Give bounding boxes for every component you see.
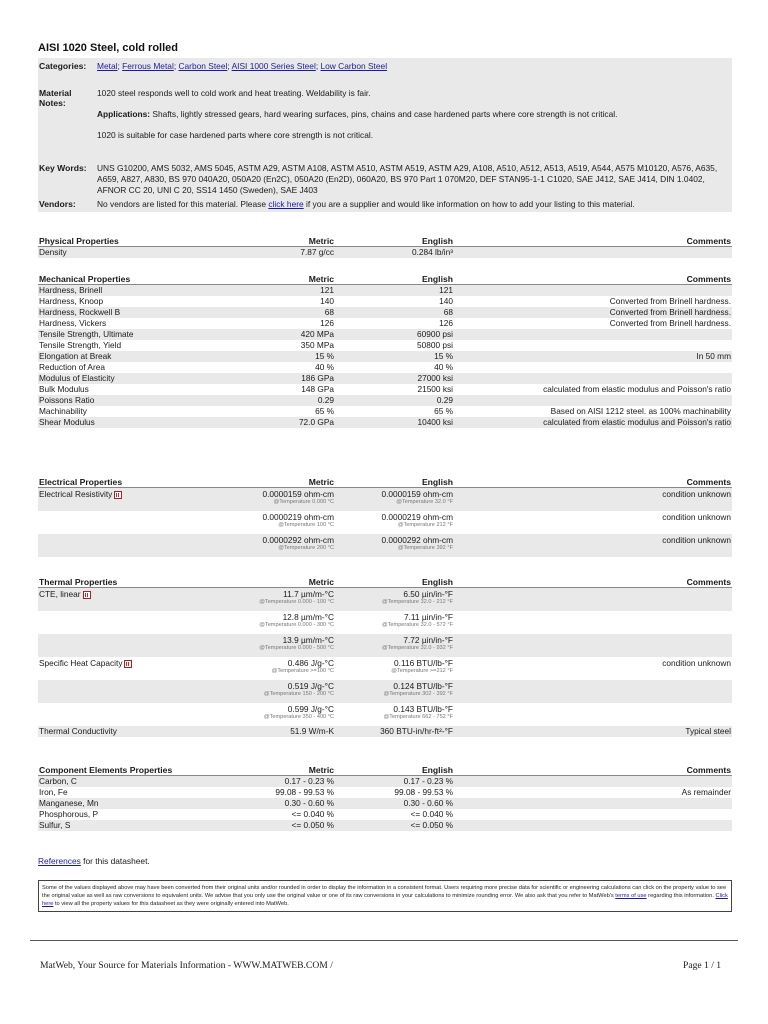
- table-row: [38, 809, 732, 820]
- metric-condition: @Temperature 0.000 °C: [273, 499, 334, 505]
- property-name-text: Density: [39, 247, 67, 257]
- property-name-text: Specific Heat Capacity: [39, 658, 123, 668]
- disclaimer-text-2: regarding this information.: [646, 893, 716, 899]
- english-condition: @Temperature 32.0 - 932 °F: [381, 645, 453, 651]
- metric-condition: @Temperature 0.000 - 300 °C: [259, 622, 334, 628]
- footer-divider: [30, 940, 738, 941]
- metric-value[interactable]: [239, 395, 334, 405]
- property-name-text: Hardness, Knoop: [39, 296, 104, 306]
- metric-value[interactable]: [239, 489, 334, 505]
- english-value[interactable]: [334, 406, 453, 416]
- english-value[interactable]: [334, 351, 453, 361]
- metric-header: Metric: [308, 577, 334, 587]
- datasheet-title: AISI 1020 Steel, cold rolled: [38, 42, 178, 54]
- english-value-text: 7.11 µin/in-°F: [404, 612, 453, 622]
- metric-value[interactable]: [239, 384, 334, 394]
- property-comment: calculated from elastic modulus and Poisson's ratio: [543, 417, 731, 427]
- metric-value-text: 0.486 J/g-°C: [287, 658, 334, 668]
- property-name: [38, 285, 239, 295]
- english-value-text: 0.0000292 ohm-cm: [381, 535, 453, 545]
- property-name-text: Thermal Conductivity: [39, 726, 117, 736]
- metric-value[interactable]: [239, 681, 334, 697]
- table-row: [38, 340, 732, 351]
- property-name-text: Reduction of Area: [39, 362, 105, 372]
- property-name: [38, 318, 239, 328]
- property-name: [38, 658, 239, 668]
- metric-value[interactable]: [239, 787, 334, 797]
- keywords-text: UNS G10200, AMS 5032, AMS 5045, ASTM A29, ASTM A108, ASTM A510, ASTM A519, ASTM A29, A108, A510, A512, A513, A519, A544, A575 M10120, A576, A635, A659, A827, A830, BS 970 040A20, 050A20 (En2C), 050A20 (En2D), 060A20, BS 970 Part 1 070M20, DEF STAN95-1-1 C1020, SAE J412, SAE J414, DIN 1.0402, AFNOR CC 20, UNI C 20, SS14 1450 (Sweden), SAE J403: [97, 163, 718, 195]
- property-name: [38, 726, 239, 736]
- property-name: [38, 296, 239, 306]
- english-value[interactable]: [334, 658, 453, 674]
- thermal-rows: [38, 588, 732, 737]
- english-value[interactable]: [334, 362, 453, 372]
- english-value-text: 21500 ksi: [417, 384, 453, 394]
- english-value[interactable]: [334, 329, 453, 339]
- metric-value-text: 126: [320, 318, 334, 328]
- property-name: [38, 247, 239, 257]
- category-link-aisi1000[interactable]: AISI 1000 Series Steel: [231, 61, 316, 71]
- english-value[interactable]: [334, 384, 453, 394]
- property-name-text: Hardness, Vickers: [39, 318, 107, 328]
- table-row: [38, 318, 732, 329]
- metric-value[interactable]: [239, 373, 334, 383]
- property-name: [38, 776, 239, 786]
- property-name-text: Machinability: [39, 406, 87, 416]
- thermal-header: [38, 575, 732, 588]
- english-value-text: 6.50 µin/in-°F: [403, 589, 453, 599]
- references-link[interactable]: References: [38, 856, 81, 866]
- metric-value[interactable]: [239, 351, 334, 361]
- property-name-text: Phosphorous, P: [39, 809, 99, 819]
- english-value-text: 140: [439, 296, 453, 306]
- english-value-text: 60900 psi: [417, 329, 453, 339]
- electrical-properties-table: [38, 475, 732, 557]
- table-row: [38, 820, 732, 831]
- english-value-text: 0.30 - 0.60 %: [403, 798, 453, 808]
- metric-value-text: 99.08 - 99.53 %: [275, 787, 334, 797]
- metric-condition: @Temperature 0.000 - 100 °C: [259, 599, 334, 605]
- metric-condition: @Temperature 350 - 400 °C: [263, 714, 334, 720]
- english-value[interactable]: [334, 318, 453, 328]
- property-name: [38, 820, 239, 830]
- property-name-text: Bulk Modulus: [39, 384, 89, 394]
- english-value[interactable]: [334, 589, 453, 605]
- comments-header: Comments: [686, 577, 731, 587]
- english-condition: @Temperature 212 °F: [397, 522, 453, 528]
- english-value-text: 360 BTU-in/hr-ft²-°F: [380, 726, 453, 736]
- english-value-text: 126: [439, 318, 453, 328]
- metric-value-text: 0.17 - 0.23 %: [284, 776, 334, 786]
- english-value[interactable]: [334, 296, 453, 306]
- notes-paragraph-1: 1020 steel responds well to cold work and heat treating. Weldability is fair.: [97, 88, 371, 98]
- english-value[interactable]: [334, 798, 453, 808]
- table-row: [38, 373, 732, 384]
- metric-value[interactable]: [239, 285, 334, 295]
- comments-header: Comments: [686, 477, 731, 487]
- english-value[interactable]: [334, 340, 453, 350]
- metric-value-text: 0.0000292 ohm-cm: [262, 535, 334, 545]
- property-name-text: Tensile Strength, Yield: [39, 340, 122, 350]
- english-value-text: 40 %: [434, 362, 453, 372]
- property-name: [38, 406, 239, 416]
- property-name-text: Manganese, Mn: [39, 798, 99, 808]
- footer-source: MatWeb, Your Source for Materials Information - WWW.MATWEB.COM /: [40, 960, 333, 971]
- property-name-text: CTE, linear: [39, 589, 81, 599]
- metric-condition: @Temperature 150 - 200 °C: [263, 691, 334, 697]
- disclaimer-click-here-link[interactable]: Click here: [42, 893, 728, 907]
- metric-value-text: 0.30 - 0.60 %: [284, 798, 334, 808]
- english-condition: @Temperature 302 - 392 °F: [383, 691, 453, 697]
- english-header: English: [421, 274, 453, 284]
- metric-value-text: 13.9 µm/m-°C: [282, 635, 334, 645]
- references-text: for this datasheet.: [80, 856, 150, 866]
- english-value[interactable]: [334, 307, 453, 317]
- table-row: [38, 417, 732, 428]
- metric-value[interactable]: [239, 417, 334, 427]
- metric-value[interactable]: [239, 658, 334, 674]
- metric-value-text: 72.0 GPa: [298, 417, 334, 427]
- metric-condition: @Temperature 200 °C: [278, 545, 334, 551]
- metric-value-text: 350 MPa: [300, 340, 334, 350]
- table-row: [38, 776, 732, 787]
- applications-label: Applications:: [97, 109, 151, 119]
- metric-value[interactable]: [239, 809, 334, 819]
- english-value[interactable]: [334, 489, 453, 505]
- english-header: English: [421, 236, 453, 246]
- metric-value-text: 65 %: [315, 406, 334, 416]
- metric-header: Metric: [308, 765, 334, 775]
- metric-value-text: <= 0.040 %: [291, 809, 334, 819]
- physical-rows: [38, 247, 732, 258]
- property-comment: condition unknown: [662, 658, 731, 668]
- property-comment: Typical steel: [685, 726, 731, 736]
- english-condition: @Temperature 32.0 °F: [396, 499, 453, 505]
- english-value-text: 68: [443, 307, 453, 317]
- property-name: [38, 395, 239, 405]
- table-row: [38, 588, 732, 611]
- terms-of-use-link[interactable]: terms of use: [615, 893, 647, 899]
- property-name-text: Hardness, Rockwell B: [39, 307, 121, 317]
- metric-value[interactable]: [239, 362, 334, 372]
- english-condition: @Temperature 392 °F: [397, 545, 453, 551]
- vendors-pre: No vendors are listed for this material. Please: [97, 199, 269, 209]
- table-row: [38, 247, 732, 258]
- property-name-text: Elongation at Break: [39, 351, 112, 361]
- property-name-text: Iron, Fe: [39, 787, 68, 797]
- table-row: [38, 511, 732, 534]
- category-link-ferrous[interactable]: Ferrous Metal: [122, 61, 174, 71]
- property-name-text: Sulfur, S: [39, 820, 71, 830]
- chart-icon[interactable]: [124, 660, 132, 668]
- english-value-text: 0.143 BTU/lb-°F: [393, 704, 453, 714]
- metric-value-text: 0.519 J/g-°C: [287, 681, 334, 691]
- table-row: [38, 384, 732, 395]
- categories-row: [38, 58, 732, 84]
- property-comment: condition unknown: [662, 512, 731, 522]
- property-name: [38, 809, 239, 819]
- property-comment: As remainder: [681, 787, 731, 797]
- component-title: Component Elements Properties: [39, 765, 173, 775]
- metric-value-text: 186 GPa: [301, 373, 334, 383]
- table-row: [38, 611, 732, 634]
- english-value[interactable]: [334, 247, 453, 257]
- metric-value[interactable]: [239, 535, 334, 551]
- english-value-text: 15 %: [434, 351, 453, 361]
- disclaimer-text-1: Some of the values displayed above may have been converted from their original units and/or rounded in order to display the information in a consistent format. Users requiring more precise data for scientific or engineering calculations can click on the property value to see the original value as well as raw conversions to equivalent units. We advise that you only use the original value or one of its raw conversions in your calculations to minimize rounding error. We also ask that you refer to MatWeb's: [42, 885, 727, 899]
- disclaimer-text-3: to view all the property values for this datasheet as they were originally entered into MatWeb.: [53, 901, 289, 907]
- property-comment: Converted from Brinell hardness.: [609, 307, 731, 317]
- metric-value[interactable]: [239, 704, 334, 720]
- property-name: [38, 589, 239, 599]
- property-comment: calculated from elastic modulus and Poisson's ratio: [543, 384, 731, 394]
- english-value[interactable]: [334, 395, 453, 405]
- metric-value[interactable]: [239, 635, 334, 651]
- footer-page-number: Page 1 / 1: [683, 960, 722, 971]
- english-value-text: 10400 ksi: [417, 417, 453, 427]
- english-value-text: 27000 ksi: [417, 373, 453, 383]
- property-name-text: Poissons Ratio: [39, 395, 95, 405]
- property-comment: Converted from Brinell hardness.: [609, 296, 731, 306]
- property-name: [38, 329, 239, 339]
- metric-value[interactable]: [239, 247, 334, 257]
- metric-value-text: 0.0000219 ohm-cm: [262, 512, 334, 522]
- english-value-text: 0.0000219 ohm-cm: [381, 512, 453, 522]
- english-value[interactable]: [334, 285, 453, 295]
- english-value[interactable]: [334, 681, 453, 697]
- table-row: [38, 726, 732, 737]
- english-condition: @Temperature 32.0 - 572 °F: [381, 622, 453, 628]
- property-name-text: Shear Modulus: [39, 417, 95, 427]
- english-header: English: [421, 477, 453, 487]
- english-value[interactable]: [334, 809, 453, 819]
- comments-header: Comments: [686, 765, 731, 775]
- english-value-text: 65 %: [434, 406, 453, 416]
- metric-value[interactable]: [239, 589, 334, 605]
- english-value[interactable]: [334, 726, 453, 736]
- english-value[interactable]: [334, 373, 453, 383]
- english-value-text: 7.72 µin/in-°F: [403, 635, 453, 645]
- english-header: English: [421, 577, 453, 587]
- property-name: [38, 340, 239, 350]
- property-name: [38, 787, 239, 797]
- metric-value[interactable]: [239, 307, 334, 317]
- metric-value-text: 0.29: [317, 395, 334, 405]
- property-comment: Converted from Brinell hardness.: [609, 318, 731, 328]
- notes-paragraph-3: 1020 is suitable for case hardened parts where core strength is not critical.: [97, 130, 374, 140]
- keywords-row: [38, 160, 732, 198]
- english-value-text: 50800 psi: [417, 340, 453, 350]
- metric-value[interactable]: [239, 798, 334, 808]
- english-condition: @Temperature >=212 °F: [391, 668, 453, 674]
- mechanical-rows: [38, 285, 732, 428]
- categories-label: Categories:: [39, 61, 87, 71]
- metric-value-text: 15 %: [315, 351, 334, 361]
- electrical-rows: [38, 488, 732, 557]
- table-row: [38, 634, 732, 657]
- vendors-click-here-link[interactable]: click here: [268, 199, 304, 209]
- metric-value[interactable]: [239, 406, 334, 416]
- english-value[interactable]: [334, 612, 453, 628]
- table-row: [38, 329, 732, 340]
- category-link-lowcarbon[interactable]: Low Carbon Steel: [320, 61, 388, 71]
- table-row: [38, 307, 732, 318]
- table-row: [38, 296, 732, 307]
- metric-value-text: 51.9 W/m-K: [290, 726, 334, 736]
- metric-value[interactable]: [239, 340, 334, 350]
- english-value-text: <= 0.040 %: [410, 809, 453, 819]
- metric-condition: @Temperature 0.000 - 500 °C: [259, 645, 334, 651]
- component-elements-table: [38, 763, 732, 831]
- table-row: [38, 406, 732, 417]
- property-name-text: Hardness, Brinell: [39, 285, 103, 295]
- english-value-text: <= 0.050 %: [410, 820, 453, 830]
- table-row: [38, 488, 732, 511]
- property-name: [38, 373, 239, 383]
- mechanical-title: Mechanical Properties: [39, 274, 131, 284]
- physical-title: Physical Properties: [39, 236, 119, 246]
- property-comment: condition unknown: [662, 535, 731, 545]
- english-value-text: 99.08 - 99.53 %: [394, 787, 453, 797]
- property-comment: condition unknown: [662, 489, 731, 499]
- english-value[interactable]: [334, 704, 453, 720]
- property-name-text: Modulus of Elasticity: [39, 373, 115, 383]
- table-row: [38, 285, 732, 296]
- keywords-label: Key Words:: [39, 163, 87, 173]
- table-row: [38, 787, 732, 798]
- english-value-text: 121: [439, 285, 453, 295]
- metric-value[interactable]: [239, 296, 334, 306]
- property-name: [38, 384, 239, 394]
- metric-value-text: 68: [324, 307, 334, 317]
- notes-text: [97, 84, 732, 160]
- english-value-text: 0.29: [436, 395, 453, 405]
- metric-value-text: <= 0.050 %: [291, 820, 334, 830]
- comments-header: Comments: [686, 274, 731, 284]
- vendors-post: if you are a supplier and would like information on how to add your listing to this material.: [303, 199, 635, 209]
- metric-condition: @Temperature 100 °C: [278, 522, 334, 528]
- property-name-text: Electrical Resistivity: [39, 489, 113, 499]
- property-name: [38, 351, 239, 361]
- component-rows: [38, 776, 732, 831]
- english-value-text: 0.0000159 ohm-cm: [381, 489, 453, 499]
- table-row: [38, 534, 732, 557]
- english-header: English: [421, 765, 453, 775]
- table-row: [38, 703, 732, 726]
- english-value[interactable]: [334, 776, 453, 786]
- thermal-title: Thermal Properties: [39, 577, 118, 587]
- english-value[interactable]: [334, 512, 453, 528]
- property-name: [38, 489, 239, 499]
- property-name-text: Carbon, C: [39, 776, 77, 786]
- metric-value[interactable]: [239, 726, 334, 736]
- mechanical-header: [38, 272, 732, 285]
- property-name: [38, 362, 239, 372]
- table-row: [38, 798, 732, 809]
- metric-value-text: 11.7 µm/m-°C: [283, 589, 334, 599]
- metric-value-text: 12.8 µm/m-°C: [282, 612, 334, 622]
- english-value-text: 0.116 BTU/lb-°F: [394, 658, 453, 668]
- references-line: [38, 856, 150, 866]
- english-value-text: 0.284 lb/in³: [411, 247, 453, 257]
- chart-icon[interactable]: [83, 591, 91, 599]
- metric-value[interactable]: [239, 820, 334, 830]
- notes-row: [38, 84, 732, 160]
- table-row: [38, 362, 732, 373]
- metric-value-text: 0.0000159 ohm-cm: [262, 489, 334, 499]
- info-block: [38, 58, 732, 212]
- english-value-text: 0.17 - 0.23 %: [403, 776, 453, 786]
- english-condition: @Temperature 662 - 752 °F: [383, 714, 453, 720]
- property-name: [38, 417, 239, 427]
- metric-value-text: 140: [320, 296, 334, 306]
- thermal-properties-table: [38, 575, 732, 737]
- chart-icon[interactable]: [114, 491, 122, 499]
- metric-value-text: 0.599 J/g-°C: [287, 704, 334, 714]
- metric-header: Metric: [308, 477, 334, 487]
- metric-value[interactable]: [239, 612, 334, 628]
- property-name: [38, 798, 239, 808]
- vendors-text: [97, 198, 732, 212]
- metric-value[interactable]: [239, 318, 334, 328]
- property-comment: Based on AISI 1212 steel. as 100% machinability: [550, 406, 731, 416]
- property-comment: In 50 mm: [696, 351, 731, 361]
- comments-header: Comments: [686, 236, 731, 246]
- metric-value[interactable]: [239, 776, 334, 786]
- applications-text: Shafts, lightly stressed gears, hard wearing surfaces, pins, chains and case hardened parts where core strength is not critical.: [150, 109, 618, 119]
- disclaimer-box: [38, 880, 732, 912]
- metric-header: Metric: [308, 236, 334, 246]
- category-link-carbon[interactable]: Carbon Steel: [178, 61, 228, 71]
- physical-header: [38, 234, 732, 247]
- mechanical-properties-table: [38, 272, 732, 428]
- metric-value-text: 121: [320, 285, 334, 295]
- english-value[interactable]: [334, 635, 453, 651]
- english-value-text: 0.124 BTU/lb-°F: [393, 681, 453, 691]
- metric-condition: @Temperature >=100 °C: [271, 668, 334, 674]
- vendors-label: Vendors:: [39, 199, 76, 209]
- metric-value-text: 420 MPa: [300, 329, 334, 339]
- electrical-title: Electrical Properties: [39, 477, 123, 487]
- english-value[interactable]: [334, 535, 453, 551]
- property-name-text: Tensile Strength, Ultimate: [39, 329, 134, 339]
- metric-header: Metric: [308, 274, 334, 284]
- table-row: [38, 351, 732, 362]
- table-row: [38, 680, 732, 703]
- english-value[interactable]: [334, 417, 453, 427]
- table-row: [38, 395, 732, 406]
- english-value[interactable]: [334, 820, 453, 830]
- metric-value-text: 148 GPa: [301, 384, 334, 394]
- vendors-row: [38, 198, 732, 212]
- physical-properties-table: [38, 234, 732, 258]
- metric-value-text: 40 %: [315, 362, 334, 372]
- notes-label: Material Notes:: [39, 88, 72, 108]
- notes-paragraph-2: [97, 109, 728, 120]
- metric-value[interactable]: [239, 512, 334, 528]
- metric-value-text: 7.87 g/cc: [300, 247, 334, 257]
- category-link-metal[interactable]: Metal: [97, 61, 118, 71]
- table-row: [38, 657, 732, 680]
- categories-list: Metal; Ferrous Metal; Carbon Steel; AISI 1000 Series Steel; Low Carbon Steel: [97, 61, 388, 71]
- english-condition: @Temperature 32.0 - 212 °F: [381, 599, 453, 605]
- metric-value[interactable]: [239, 329, 334, 339]
- property-name: [38, 307, 239, 317]
- english-value[interactable]: [334, 787, 453, 797]
- component-header: [38, 763, 732, 776]
- electrical-header: [38, 475, 732, 488]
